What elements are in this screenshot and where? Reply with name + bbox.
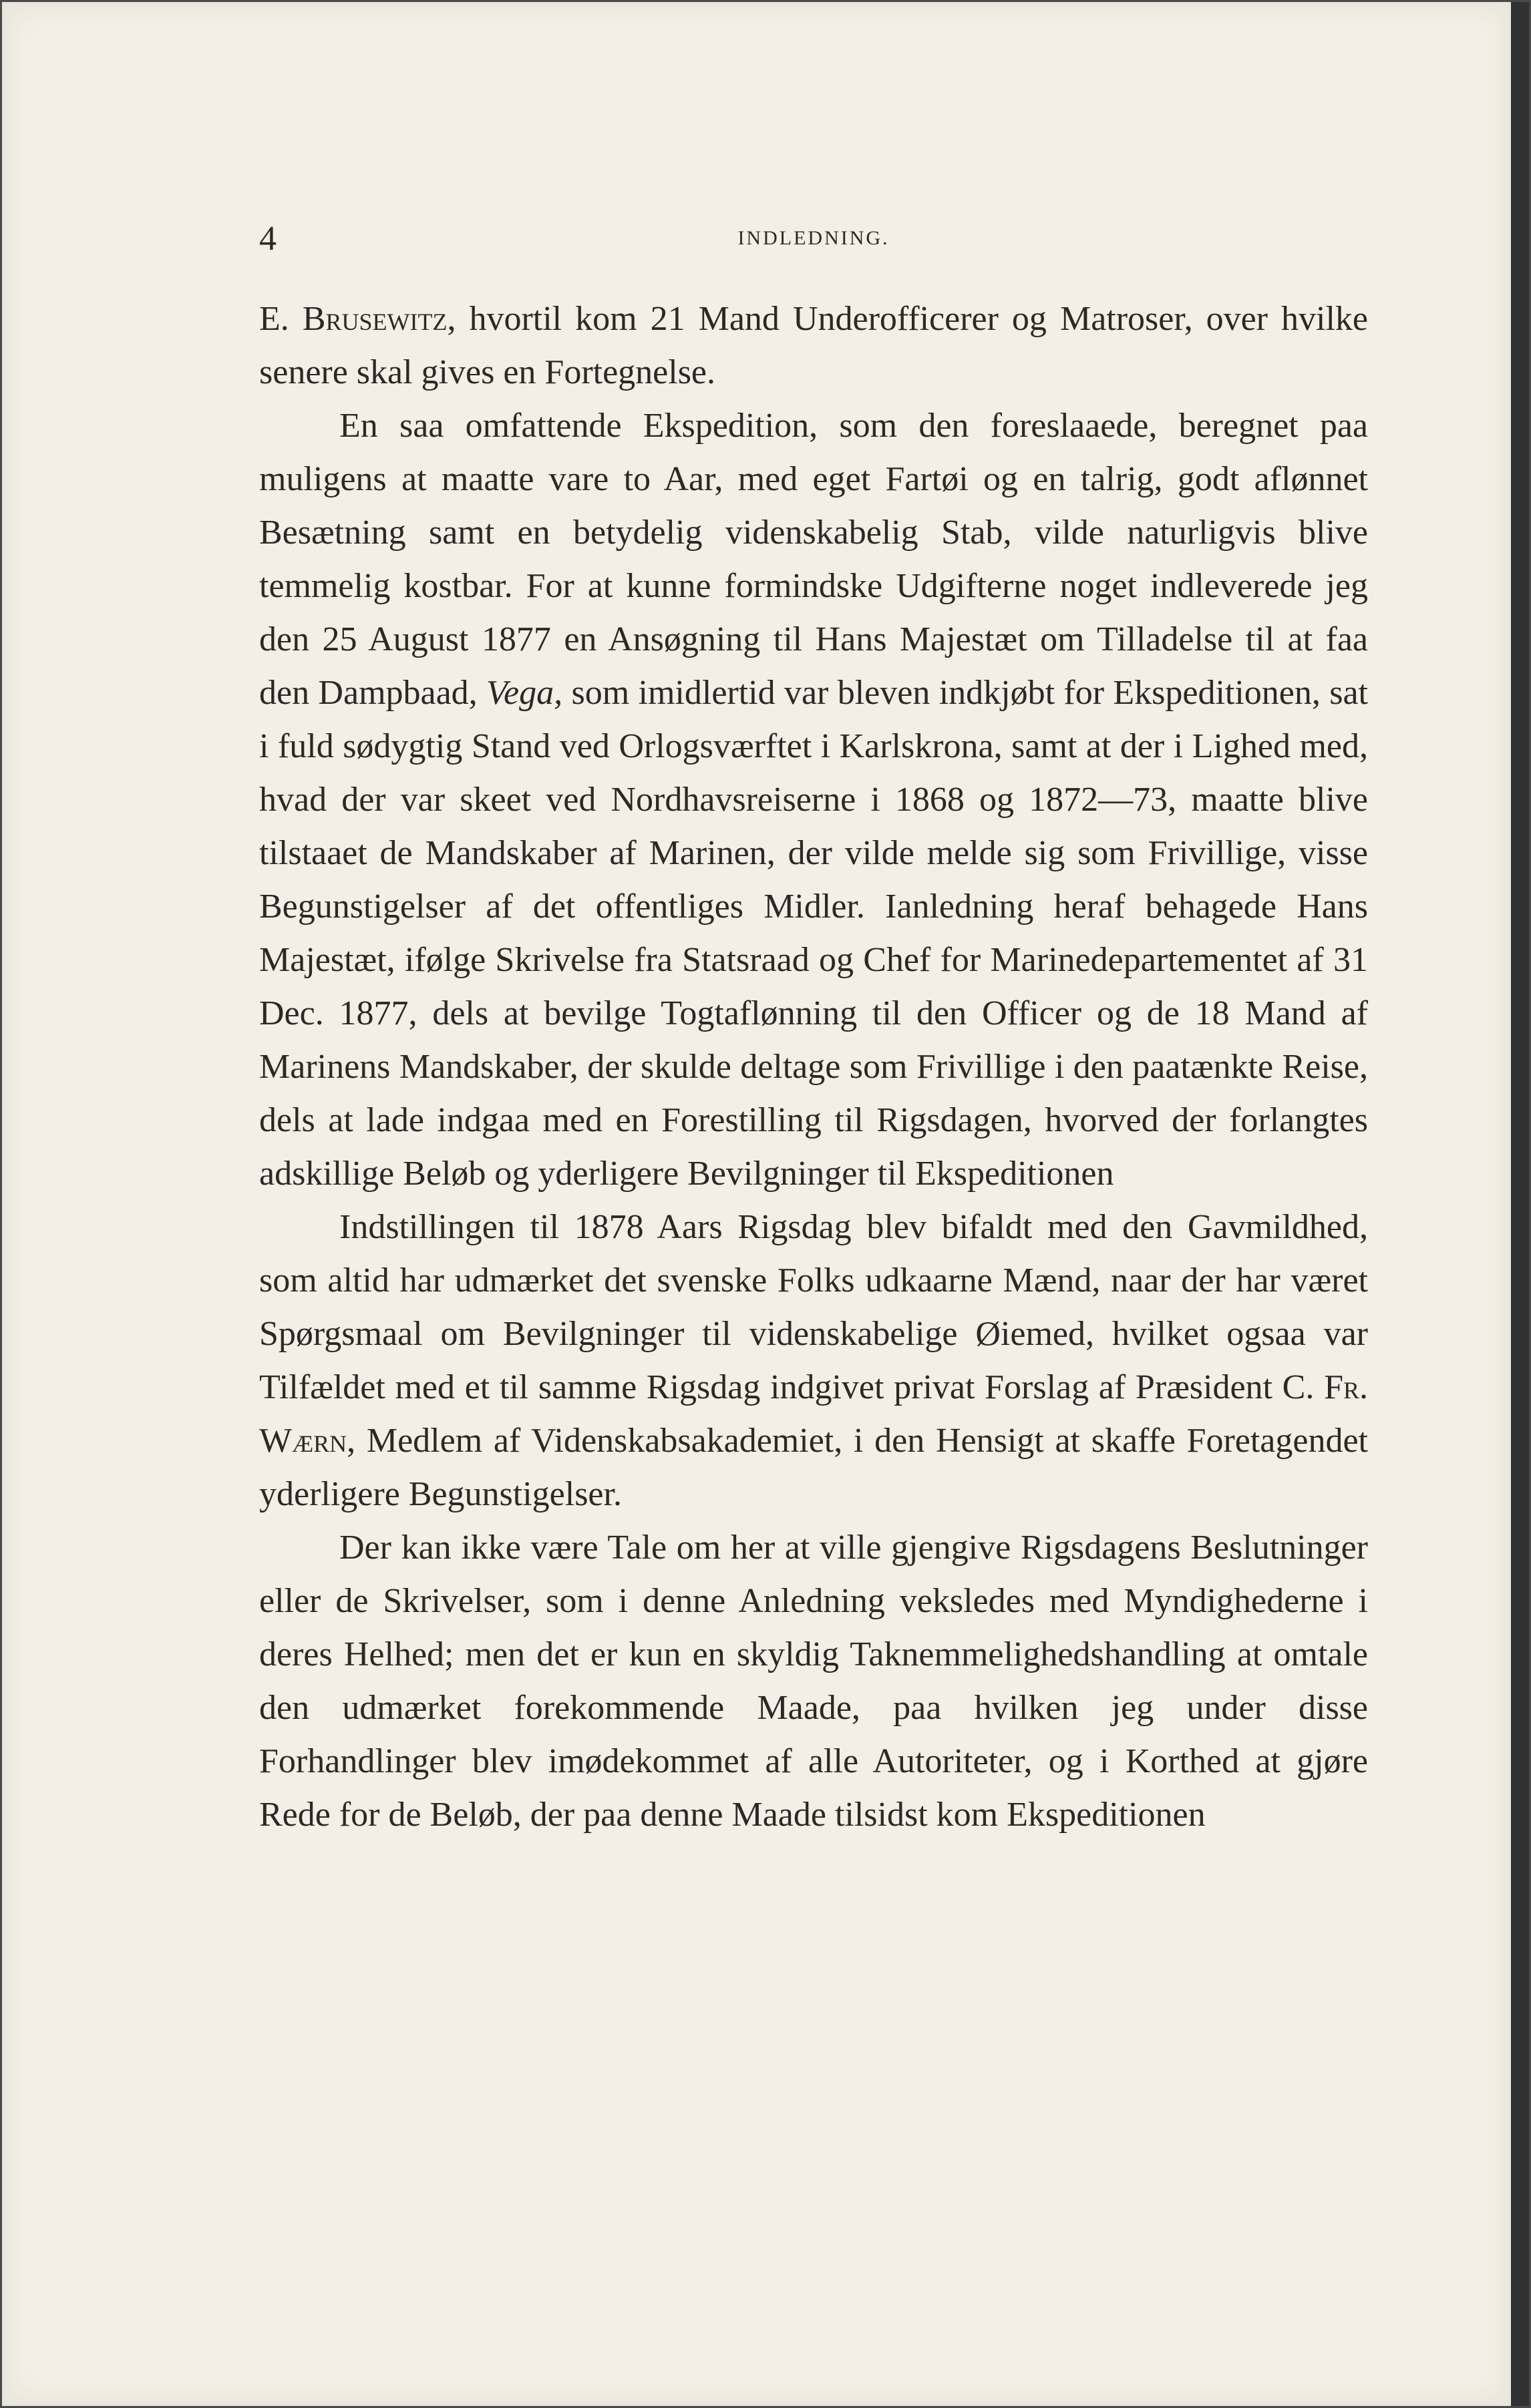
body-text xyxy=(259,292,1368,1842)
ship-name: Vega, xyxy=(486,674,563,712)
paragraph-3 xyxy=(259,1201,1368,1521)
paragraph-3-text-a: Indstillingen til 1878 Aars Rigsdag blev bifaldt med den Gavmildhed, som altid har udmærket det svenske Folks udkaarne Mænd, naar der har været Spørgsmaal om Bevilgninger til videnskabelige Øiemed, hvilket ogsaa var Tilfældet med et til samme Rigsdag indgivet privat Forslag af Præsident C. xyxy=(259,1208,1368,1406)
scan-edge xyxy=(1511,0,1531,2408)
person-name: Fr. Wærn xyxy=(259,1368,1368,1460)
page-header xyxy=(259,219,1368,272)
paragraph-1-text: , hvortil kom 21 Mand Underofficerer og Matroser, over hvilke senere skal gives en Fortegnelse. xyxy=(259,300,1368,391)
paragraph-2-text-b: som imidlertid var bleven indkjøbt for Ekspeditionen, sat i fuld sødygtig Stand ved Orlogsværftet i Karlskrona, samt at der i Lighed med, hvad der var skeet ved Nordhavsreiserne i 1868 og 1872—73, maatte blive tilstaaet de Mandskaber af Marinen, der vilde melde sig som Frivillige, visse Begunstigelser af det offentliges Midler. Ianledning heraf behagede Hans Majestæt, ifølge Skrivelse fra Statsraad og Chef for Marinedepartementet af 31 Dec. 1877, dels at bevilge Togtaflønning til den Officer og de 18 Mand af Marinens Mandskaber, der skulde deltage som Frivillige i den paatænkte Reise, dels at lade indgaa med en Forestilling til Rigsdagen, hvorved der forlangtes adskillige Beløb og yderligere Bevilgninger til Ekspeditionen xyxy=(259,674,1368,1193)
running-head: INDLEDNING. xyxy=(737,227,890,249)
paragraph-2 xyxy=(259,399,1368,1201)
paragraph-1 xyxy=(259,292,1368,399)
paragraph-4-text: Der kan ikke være Tale om her at ville gjengive Rigsdagens Beslutninger eller de Skrivelser, som i denne Anledning veksledes med Myndighederne i deres Helhed; men det er kun en skyldig Taknemmelighedshandling at omtale den udmærket forekommende Maade, paa hvilken jeg under disse Forhandlinger blev imødekommet af alle Autoriteter, og i Korthed at gjøre Rede for de Beløb, der paa denne Maade tilsidst kom Ekspeditionen xyxy=(259,1529,1368,1834)
person-name: E. Brusewitz xyxy=(259,300,448,338)
page-number: 4 xyxy=(259,220,277,258)
book-page xyxy=(5,5,1508,2403)
paragraph-2-text-a: En saa omfattende Ekspedition, som den foreslaaede, beregnet paa muligens at maatte vare to Aar, med eget Fartøi og en talrig, godt aflønnet Besætning samt en betydelig videnskabelig Stab, vilde naturligvis blive temmelig kostbar. For at kunne formindske Udgifterne noget indleverede jeg den 25 August 1877 en Ansøgning til Hans Majestæt om Tilladelse til at faa den Dampbaad, xyxy=(259,407,1368,712)
paragraph-3-text-b: , Medlem af Videnskabsakademiet, i den Hensigt at skaffe Foretagendet yderligere Begunstigelser. xyxy=(259,1422,1368,1513)
paragraph-4 xyxy=(259,1521,1368,1842)
